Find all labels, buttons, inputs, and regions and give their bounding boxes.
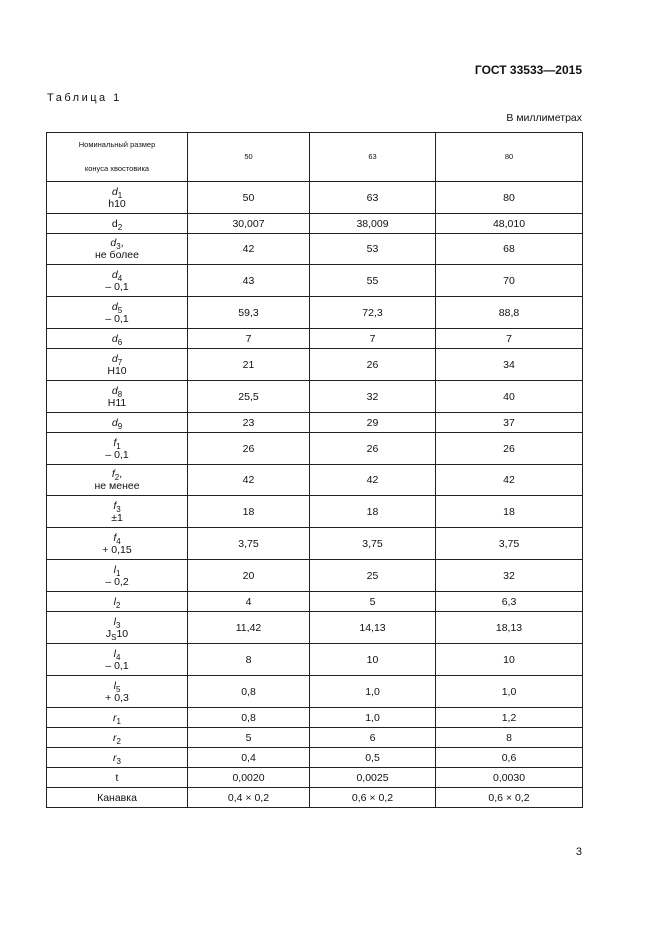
parameter-symbol-line: [47, 792, 187, 804]
header-line-2: конуса хвостовика: [84, 164, 150, 173]
parameter-symbol-line: [47, 564, 187, 576]
parameter-symbol-line: [47, 648, 187, 660]
parameter-subscript: 3: [115, 620, 121, 630]
header-col-50: 50: [188, 133, 310, 182]
parameter-subscript: 3: [116, 504, 121, 514]
value-cell: 21: [188, 349, 310, 381]
parameter-subscript: 2: [116, 736, 121, 746]
value-cell: 5: [188, 728, 310, 748]
parameter-symbol: d: [111, 384, 118, 397]
value-cell: 8: [188, 644, 310, 676]
value-cell: 63: [310, 182, 436, 214]
value-cell: 42: [188, 234, 310, 265]
parameter-symbol-line: [47, 237, 187, 249]
value-cell: 48,010: [436, 214, 583, 234]
parameter-symbol: f: [113, 531, 117, 544]
table-row: [47, 265, 583, 297]
value-cell: 0,4: [188, 748, 310, 768]
parameter-cell: [47, 768, 188, 788]
parameter-cell: [47, 612, 188, 644]
value-cell: 32: [310, 381, 436, 413]
value-cell: 18,13: [436, 612, 583, 644]
value-cell: 42: [188, 465, 310, 496]
parameter-symbol-line: [47, 385, 187, 397]
parameter-tolerance: H11: [107, 396, 127, 409]
table-row: [47, 560, 583, 592]
parameter-symbol: d: [110, 237, 117, 249]
parameter-symbol: d: [111, 352, 118, 365]
parameter-tolerance: – 0,1: [105, 312, 129, 325]
value-cell: 38,009: [310, 214, 436, 234]
value-cell: 42: [436, 465, 583, 496]
parameter-cell: [47, 433, 188, 465]
value-cell: 6,3: [436, 592, 583, 612]
value-cell: 0,6 × 0,2: [310, 788, 436, 808]
parameter-cell: [47, 329, 188, 349]
parameter-tolerance: не менее: [94, 480, 140, 492]
parameter-symbol-line: [47, 752, 187, 764]
value-cell: 0,6 × 0,2: [436, 788, 583, 808]
parameter-tolerance: ±1: [111, 511, 123, 524]
parameter-cell: [47, 788, 188, 808]
value-cell: 53: [310, 234, 436, 265]
parameter-symbol: d: [111, 217, 118, 230]
value-cell: 3,75: [310, 528, 436, 560]
parameter-tolerance: не более: [95, 249, 139, 261]
value-cell: 4: [188, 592, 310, 612]
parameter-symbol-line: [47, 732, 187, 744]
header-line-1: Номинальный размер: [78, 140, 156, 149]
value-cell: 42: [310, 465, 436, 496]
value-cell: 18: [310, 496, 436, 528]
parameter-cell: [47, 676, 188, 708]
parameter-symbol-line: [47, 616, 187, 628]
parameter-symbol-line: [47, 712, 187, 724]
parameter-tolerance: + 0,3: [105, 691, 129, 704]
value-cell: 43: [188, 265, 310, 297]
parameter-cell: [47, 234, 188, 265]
parameter-cell: [47, 465, 188, 496]
parameter-symbol: Канавка: [97, 791, 137, 804]
value-cell: 55: [310, 265, 436, 297]
table-row: [47, 676, 583, 708]
value-cell: 34: [436, 349, 583, 381]
parameter-cell: [47, 413, 188, 433]
units-note: В миллиметрах: [506, 112, 582, 124]
parameter-symbol-line: [47, 333, 187, 345]
parameter-symbol: f: [113, 499, 117, 512]
table-row: [47, 297, 583, 329]
parameter-symbol-line: [47, 417, 187, 429]
value-cell: 14,13: [310, 612, 436, 644]
value-cell: 1,0: [310, 676, 436, 708]
value-cell: 40: [436, 381, 583, 413]
parameter-subscript: 5: [115, 684, 121, 694]
value-cell: 0,8: [188, 676, 310, 708]
parameter-tolerance: – 0,1: [105, 280, 129, 293]
table-row: [47, 349, 583, 381]
parameter-tolerance: – 0,2: [105, 575, 129, 588]
value-cell: 20: [188, 560, 310, 592]
table-row: [47, 214, 583, 234]
table-row: [47, 234, 583, 265]
parameter-cell: [47, 708, 188, 728]
table-caption: Таблица 1: [47, 92, 122, 104]
parameter-cell: [47, 728, 188, 748]
parameter-cell: [47, 381, 188, 413]
page-number: 3: [575, 846, 582, 858]
value-cell: 10: [310, 644, 436, 676]
value-cell: 0,0025: [310, 768, 436, 788]
value-cell: 29: [310, 413, 436, 433]
parameter-symbol-line: [47, 218, 187, 230]
parameter-symbol-line: [47, 532, 187, 544]
parameter-cell: [47, 496, 188, 528]
parameter-subscript: 3: [116, 756, 121, 766]
parameter-subscript: 1: [116, 716, 121, 726]
parameter-subscript: 4: [115, 652, 121, 662]
table-row: [47, 496, 583, 528]
parameter-cell: [47, 560, 188, 592]
parameter-cell: [47, 214, 188, 234]
parameter-symbol-line: [47, 772, 187, 784]
value-cell: 1,0: [436, 676, 583, 708]
value-cell: 18: [188, 496, 310, 528]
parameter-subscript: 1: [117, 190, 123, 200]
parameter-symbol: f: [111, 468, 115, 480]
parameter-symbol-line: [47, 437, 187, 449]
value-cell: 0,0020: [188, 768, 310, 788]
parameter-subscript: 8: [117, 389, 123, 399]
table-row: [47, 612, 583, 644]
parameter-subscript: 1: [116, 441, 121, 451]
table-row: [47, 413, 583, 433]
parameter-symbol: l: [113, 647, 116, 660]
parameter-cell: [47, 349, 188, 381]
value-cell: 18: [436, 496, 583, 528]
value-cell: 37: [436, 413, 583, 433]
standard-designation: ГОСТ 33533—2015: [474, 63, 582, 77]
parameter-subscript: 2: [117, 222, 123, 232]
value-cell: 88,8: [436, 297, 583, 329]
value-cell: 0,8: [188, 708, 310, 728]
table-row: [47, 748, 583, 768]
parameter-cell: [47, 644, 188, 676]
parameter-subscript: 2: [115, 600, 121, 610]
value-cell: 70: [436, 265, 583, 297]
value-cell: 0,5: [310, 748, 436, 768]
table-row: [47, 644, 583, 676]
value-cell: 68: [436, 234, 583, 265]
parameter-subscript: 7: [117, 357, 123, 367]
parameter-symbol-line: [47, 301, 187, 313]
parameter-cell: [47, 592, 188, 612]
parameter-cell: [47, 297, 188, 329]
value-cell: 7: [436, 329, 583, 349]
value-cell: 0,6: [436, 748, 583, 768]
table-row: [47, 329, 583, 349]
parameter-symbol: l: [113, 615, 116, 628]
parameter-tolerance: $J_S10$: [105, 627, 129, 642]
value-cell: 6: [310, 728, 436, 748]
parameter-symbol: d: [111, 300, 118, 313]
value-cell: 11,42: [188, 612, 310, 644]
table-row: [47, 465, 583, 496]
value-cell: 50: [188, 182, 310, 214]
parameter-subscript: 9: [117, 421, 123, 431]
value-cell: 5: [310, 592, 436, 612]
parameter-symbol: r: [113, 751, 117, 764]
parameter-symbol: r: [113, 711, 117, 724]
value-cell: 3,75: [436, 528, 583, 560]
parameter-symbol-line: [47, 500, 187, 512]
value-cell: 7: [310, 329, 436, 349]
value-cell: 7: [188, 329, 310, 349]
parameter-cell: [47, 528, 188, 560]
parameter-symbol: d: [111, 332, 118, 345]
parameter-tolerance: h10: [108, 197, 126, 210]
parameter-subscript: 3: [116, 242, 121, 251]
value-cell: 26: [188, 433, 310, 465]
table-row: [47, 528, 583, 560]
parameter-symbol: l: [113, 679, 116, 692]
parameter-tolerance: H10: [107, 364, 127, 377]
value-cell: 0,0030: [436, 768, 583, 788]
value-cell: 80: [436, 182, 583, 214]
value-cell: 26: [310, 349, 436, 381]
table-row: [47, 708, 583, 728]
parameter-subscript: 2: [114, 473, 120, 482]
value-cell: 72,3: [310, 297, 436, 329]
table-row: [47, 728, 583, 748]
value-cell: 26: [310, 433, 436, 465]
parameter-subscript: 4: [116, 536, 121, 546]
parameter-subscript: 5: [117, 305, 123, 315]
value-cell: 1,2: [436, 708, 583, 728]
parameter-tolerance: – 0,1: [105, 659, 129, 672]
dimensions-table: [46, 132, 583, 808]
value-cell: 10: [436, 644, 583, 676]
parameter-cell: [47, 182, 188, 214]
value-cell: 3,75: [188, 528, 310, 560]
parameter-symbol-line: [47, 269, 187, 281]
parameter-symbol: r: [113, 731, 117, 744]
table-row: [47, 768, 583, 788]
header-nominal-size: [47, 133, 188, 182]
table-row: [47, 592, 583, 612]
table-row: [47, 433, 583, 465]
table-row: [47, 788, 583, 808]
parameter-punctuation: ,: [119, 468, 123, 480]
parameter-symbol-line: [47, 680, 187, 692]
parameter-symbol-line: [47, 186, 187, 198]
parameter-symbol: l: [113, 563, 116, 576]
value-cell: 32: [436, 560, 583, 592]
parameter-symbol: l: [113, 595, 116, 608]
parameter-tolerance: – 0,1: [105, 448, 129, 461]
parameter-subscript: 1: [115, 568, 121, 578]
parameter-subscript: 6: [117, 337, 123, 347]
parameter-cell: [47, 748, 188, 768]
parameter-symbol-line: [47, 353, 187, 365]
parameter-symbol: d: [111, 268, 118, 281]
table-row: [47, 182, 583, 214]
parameter-symbol: f: [113, 436, 117, 449]
parameter-symbol-line: [47, 468, 187, 480]
value-cell: 1,0: [310, 708, 436, 728]
parameter-punctuation: ,: [120, 237, 124, 249]
header-col-80: 80: [436, 133, 583, 182]
parameter-tolerance: + 0,15: [102, 543, 132, 556]
value-cell: 25: [310, 560, 436, 592]
value-cell: 25,5: [188, 381, 310, 413]
table-header-row: [47, 133, 583, 182]
parameter-subscript: 4: [117, 273, 123, 283]
parameter-symbol: d: [111, 416, 118, 429]
value-cell: 0,4 × 0,2: [188, 788, 310, 808]
parameter-symbol: t: [115, 771, 119, 784]
parameter-symbol-line: [47, 596, 187, 608]
parameter-cell: [47, 265, 188, 297]
value-cell: 26: [436, 433, 583, 465]
parameter-symbol: d: [111, 185, 118, 198]
value-cell: 23: [188, 413, 310, 433]
value-cell: 8: [436, 728, 583, 748]
value-cell: 59,3: [188, 297, 310, 329]
header-col-63: 63: [310, 133, 436, 182]
value-cell: 30,007: [188, 214, 310, 234]
table-row: [47, 381, 583, 413]
